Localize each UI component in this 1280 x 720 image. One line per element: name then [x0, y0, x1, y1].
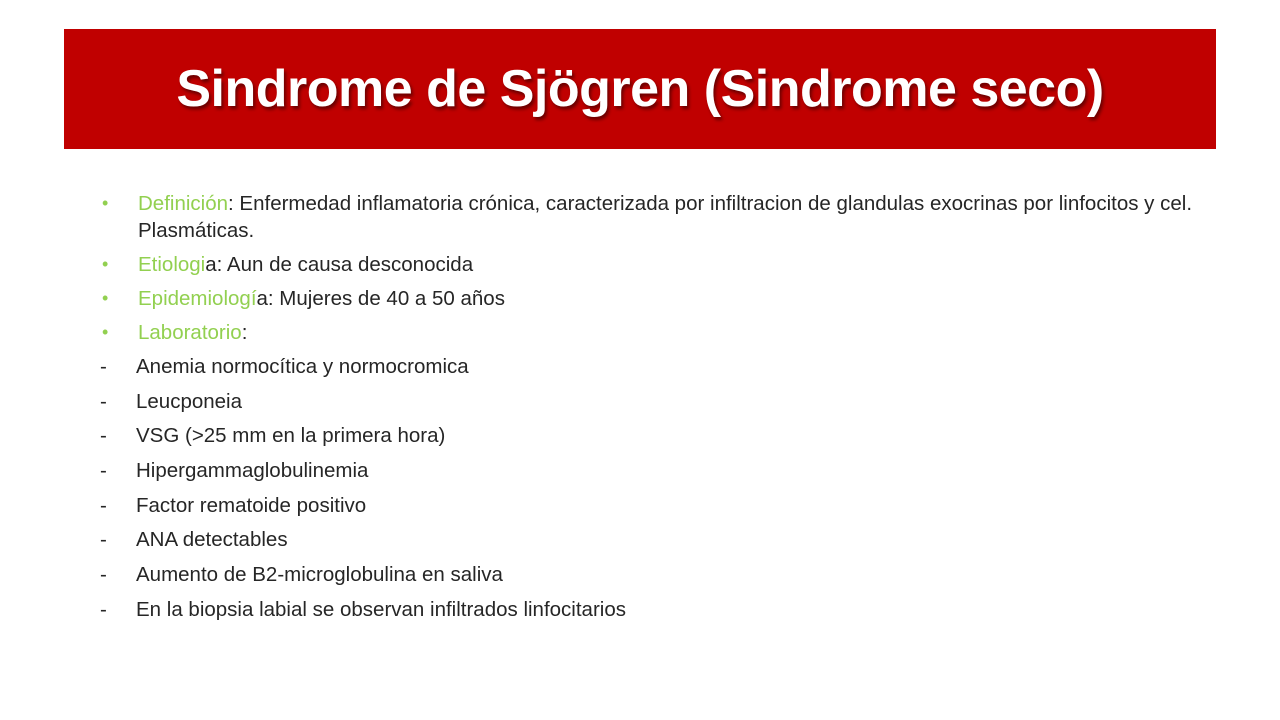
lab-item-text: Hipergammaglobulinemia [136, 459, 369, 483]
bullet-text [138, 190, 1220, 244]
bullet-text [138, 251, 1220, 278]
dash-marker: - [100, 389, 107, 413]
lab-item-text: VSG (>25 mm en la primera hora) [136, 424, 446, 448]
bullet-keyword: Definición [138, 192, 229, 215]
slide-title: Sindrome de Sjögren (Sindrome seco) [176, 60, 1104, 118]
lab-list-item [100, 422, 1220, 449]
lab-list-item [100, 457, 1220, 484]
bullet-item-etiologia [100, 251, 1220, 278]
bullet-item-definicion [100, 190, 1220, 244]
dash-marker: - [100, 493, 107, 517]
bullet-text [138, 319, 1220, 346]
lab-item-text: Factor rematoide positivo [136, 493, 367, 517]
lab-item-text: Leucponeia [136, 389, 243, 413]
lab-list-item [100, 388, 1220, 415]
lab-item-text: Anemia normocítica y normocromica [136, 355, 469, 378]
bullet-keyword: Etiologi [138, 253, 206, 276]
lab-list-item [100, 353, 1220, 380]
bullet-text [138, 285, 1220, 312]
lab-list-item [100, 561, 1220, 588]
dash-marker: - [100, 424, 107, 448]
bullet-icon: • [102, 288, 109, 308]
lab-item-text: En la biopsia labial se observan infiltrados linfocitarios [136, 597, 626, 621]
bullet-item-epidemiologia [100, 285, 1220, 312]
lab-list-item [100, 492, 1220, 519]
bullet-rest: : [241, 321, 248, 344]
dash-marker: - [100, 528, 107, 552]
bullet-icon: • [102, 322, 109, 342]
bullet-rest: a: Mujeres de 40 a 50 años [256, 287, 505, 310]
bullet-rest: a: Aun de causa desconocida [205, 253, 474, 276]
dash-marker: - [100, 563, 107, 587]
dash-marker: - [100, 355, 107, 378]
lab-item-text: Aumento de B2-microglobulina en saliva [136, 563, 503, 587]
bullet-item-laboratorio [100, 319, 1220, 346]
lab-list-item [100, 526, 1220, 553]
slide-content [100, 190, 1220, 631]
dash-marker: - [100, 597, 107, 621]
bullet-icon: • [102, 254, 109, 274]
bullet-rest: : Enfermedad inflamatoria crónica, caracterizada por infiltracion de glandulas exocrinas por linfocitos y cel. Plasmáticas. [138, 192, 1193, 242]
bullet-keyword: Epidemiologí [138, 287, 257, 310]
lab-list-item [100, 596, 1220, 623]
bullet-icon: • [102, 193, 109, 213]
bullet-keyword: Laboratorio [138, 321, 242, 344]
lab-item-text: ANA detectables [136, 528, 288, 552]
title-bar [64, 29, 1216, 149]
dash-marker: - [100, 459, 107, 483]
